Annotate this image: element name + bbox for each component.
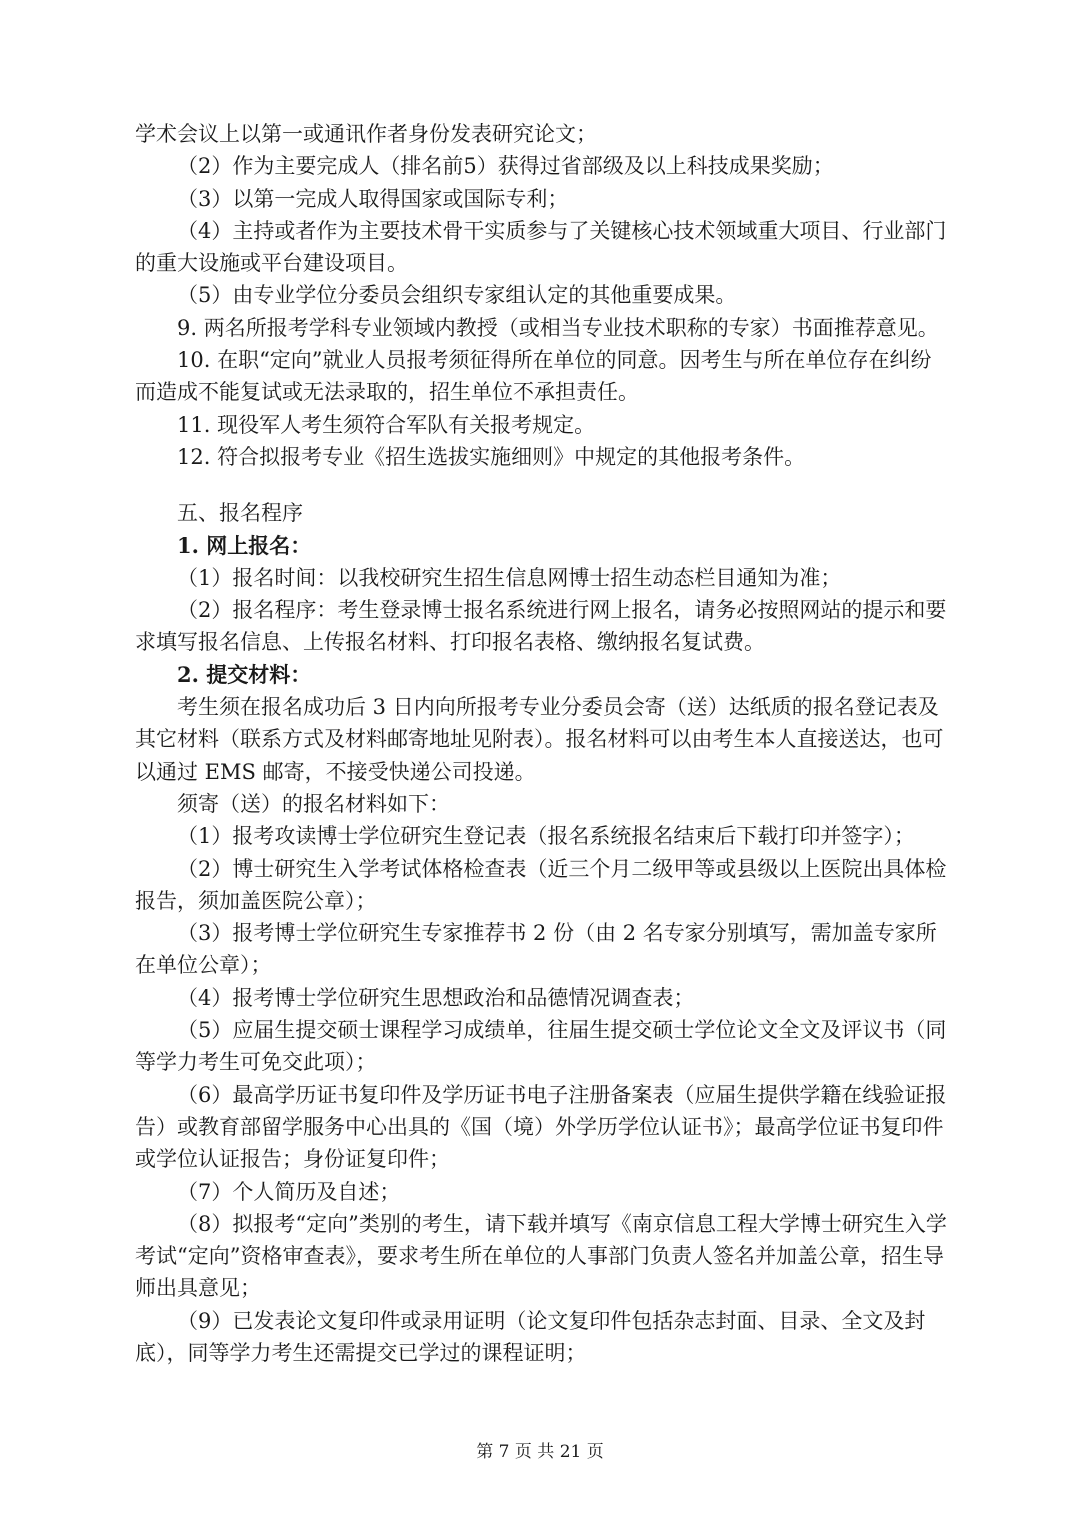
subheading-submit-materials: 2. 提交材料： <box>177 661 312 687</box>
paragraph: （4）报考博士学位研究生思想政治和品德情况调查表； <box>177 985 695 1010</box>
paragraph: （2）报名程序：考生登录博士报名系统进行网上报名，请务必按照网站的提示和要求填写报名信息、上传报名材料、打印报名表格、缴纳报名复试费。 <box>135 598 947 655</box>
paragraph: 11. 现役军人考生须符合军队有关报考规定。 <box>177 412 596 437</box>
subheading-online-registration: 1. 网上报名： <box>177 532 312 558</box>
section-heading: 五、报名程序 <box>177 501 303 526</box>
requirements-list-continued <box>135 118 947 473</box>
paragraph: （2）作为主要完成人（排名前5）获得过省部级及以上科技成果奖励； <box>177 154 834 179</box>
paragraph: （4）主持或者作为主要技术骨干实质参与了关键核心技术领域重大项目、行业部门的重大设施或平台建设项目。 <box>135 218 947 276</box>
paragraph: 10. 在职“定向”就业人员报考须征得所在单位的同意。因考生与所在单位存在纠纷而造成不能复试或无法录取的，招生单位不承担责任。 <box>135 348 932 405</box>
section-gap <box>135 473 947 497</box>
paragraph: （7）个人简历及自述； <box>177 1179 401 1204</box>
online-registration-list <box>135 562 947 659</box>
document-body <box>135 118 947 1369</box>
paragraph: 学术会议上以第一或通讯作者身份发表研究论文； <box>135 122 597 146</box>
materials-list <box>135 691 947 1369</box>
paragraph: （9）已发表论文复印件或录用证明（论文复印件包括杂志封面、目录、全文及封底），同等学力考生还需提交已学过的课程证明； <box>135 1308 926 1365</box>
paragraph: 须寄（送）的报名材料如下： <box>177 791 450 816</box>
paragraph: （3）以第一完成人取得国家或国际专利； <box>177 186 569 211</box>
paragraph: 考生须在报名成功后 3 日内向所报考专业分委员会寄（送）达纸质的报名登记表及其它材料（联系方式及材料邮寄地址见附表）。报名材料可以由考生本人直接送达，也可以通过 EMS 邮寄，不接受快递公司投递。 <box>135 695 944 784</box>
paragraph: （6）最高学历证书复印件及学历证书电子注册备案表（应届生提供学籍在线验证报告）或教育部留学服务中心出具的《国（境）外学历学位认证书》；最高学位证书复印件或学位认证报告；身份证复印件； <box>135 1082 947 1172</box>
page-footer: 第 7 页 共 21 页 <box>476 1442 604 1462</box>
paragraph: （1）报名时间：以我校研究生招生信息网博士招生动态栏目通知为准； <box>177 565 842 590</box>
paragraph: （3）报考博士学位研究生专家推荐书 2 份（由 2 名专家分别填写，需加盖专家所在单位公章）； <box>135 921 937 978</box>
paragraph: （8）拟报考“定向”类别的考生，请下载并填写《南京信息工程大学博士研究生入学考试“定向”资格审查表》，要求考生所在单位的人事部门负责人签名并加盖公章，招生导师出具意见； <box>135 1211 947 1301</box>
paragraph: （5）由专业学位分委员会组织专家组认定的其他重要成果。 <box>177 283 737 308</box>
paragraph: （1）报考攻读博士学位研究生登记表（报名系统报名结束后下载打印并签字）； <box>177 824 915 849</box>
paragraph: （5）应届生提交硕士课程学习成绩单，往届生提交硕士学位论文全文及评议书（同等学力考生可免交此项）； <box>135 1018 947 1075</box>
paragraph: 9. 两名所报考学科专业领域内教授（或相当专业技术职称的专家）书面推荐意见。 <box>177 315 939 340</box>
paragraph: 12. 符合拟报考专业《招生选拔实施细则》中规定的其他报考条件。 <box>177 444 806 469</box>
paragraph: （2）博士研究生入学考试体格检查表（近三个月二级甲等或县级以上医院出具体检报告，须加盖医院公章）； <box>135 856 947 913</box>
